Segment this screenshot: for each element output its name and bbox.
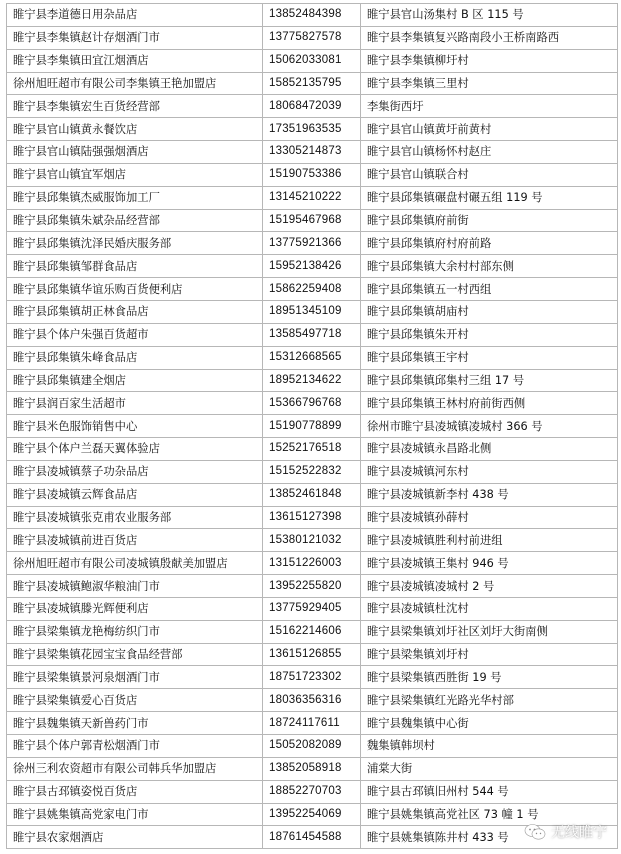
table-row [7,209,618,232]
address-cell: 睢宁县官山镇杨怀村赵庄 [361,141,618,164]
address-cell: 睢宁县凌城镇凌城村 2 号 [361,575,618,598]
phone-cell: 13615127398 [263,506,361,529]
table-row [7,735,618,758]
address-cell: 睢宁县梁集镇刘圩村 [361,643,618,666]
shop-name-cell: 睢宁县邱集镇华谊乐购百货便利店 [7,278,263,301]
table-row [7,369,618,392]
shop-name-cell: 睢宁县姚集镇高党家电门市 [7,803,263,826]
phone-cell: 18751723302 [263,666,361,689]
shop-name-cell: 睢宁县邱集镇建全烟店 [7,369,263,392]
phone-cell: 17351963535 [263,118,361,141]
shop-name-cell: 睢宁县官山镇陆强强烟酒店 [7,141,263,164]
shop-name-cell: 睢宁县魏集镇天新兽药门市 [7,712,263,735]
address-cell: 徐州市睢宁县凌城镇凌城村 366 号 [361,415,618,438]
shop-name-cell: 睢宁县李道德日用杂品店 [7,4,263,27]
address-cell: 睢宁县邱集镇王林村府前街西侧 [361,392,618,415]
shop-name-cell: 睢宁县个体户兰磊天翼体验店 [7,438,263,461]
shop-name-cell: 睢宁县古邳镇姿悦百货店 [7,780,263,803]
phone-cell: 15312668565 [263,346,361,369]
shop-name-cell: 睢宁县凌城镇张克甫农业服务部 [7,506,263,529]
shop-name-cell: 睢宁县李集镇宏生百货经营部 [7,95,263,118]
phone-cell: 13852484398 [263,4,361,27]
shop-name-cell: 睢宁县官山镇黄永餐饮店 [7,118,263,141]
address-cell: 睢宁县官山镇黄圩前黄村 [361,118,618,141]
shop-name-cell: 睢宁县邱集镇沈泽民婚庆服务部 [7,232,263,255]
address-cell: 睢宁县梁集镇红光路光华村部 [361,689,618,712]
table-row [7,163,618,186]
phone-cell: 15252176518 [263,438,361,461]
shop-name-cell: 睢宁县凌城镇前进百货店 [7,529,263,552]
phone-cell: 15195467968 [263,209,361,232]
phone-cell: 15190778899 [263,415,361,438]
address-cell: 睢宁县凌城镇胜利村前进组 [361,529,618,552]
phone-cell: 18036356316 [263,689,361,712]
address-cell: 睢宁县梁集镇刘圩社区刘圩大街南侧 [361,620,618,643]
phone-cell: 18761454588 [263,826,361,849]
shop-name-cell: 睢宁县邱集镇朱峰食品店 [7,346,263,369]
shop-name-cell: 睢宁县梁集镇景河泉烟酒门市 [7,666,263,689]
phone-cell: 18068472039 [263,95,361,118]
shop-name-cell: 睢宁县邱集镇杰威服饰加工厂 [7,186,263,209]
phone-cell: 13952255820 [263,575,361,598]
table-row [7,575,618,598]
phone-cell: 15366796768 [263,392,361,415]
table-row [7,278,618,301]
phone-cell: 13775827578 [263,26,361,49]
table-row [7,26,618,49]
address-cell: 李集街西圩 [361,95,618,118]
watermark [524,822,607,842]
table-row [7,300,618,323]
phone-cell: 13585497718 [263,323,361,346]
phone-cell: 15852135795 [263,72,361,95]
table-row [7,4,618,27]
table-row [7,415,618,438]
phone-cell: 15062033081 [263,49,361,72]
phone-cell: 15152522832 [263,460,361,483]
shop-name-cell: 睢宁县邱集镇胡正林食品店 [7,300,263,323]
table-row [7,643,618,666]
table-row [7,780,618,803]
address-cell: 睢宁县凌城镇杜沈村 [361,597,618,620]
shop-name-cell: 睢宁县个体户朱强百货超市 [7,323,263,346]
shop-name-cell: 徐州旭旺超市有限公司李集镇王艳加盟店 [7,72,263,95]
phone-cell: 13145210222 [263,186,361,209]
address-cell: 睢宁县凌城镇河东村 [361,460,618,483]
table-row [7,392,618,415]
shop-name-cell: 睢宁县凌城镇滕光辉便利店 [7,597,263,620]
watermark-text: 无线睢宁 [551,825,607,841]
table-row [7,666,618,689]
phone-cell: 15862259408 [263,278,361,301]
shop-name-cell: 睢宁县李集镇田宜江烟酒店 [7,49,263,72]
shop-name-cell: 睢宁县凌城镇云辉食品店 [7,483,263,506]
table-row [7,346,618,369]
address-cell: 睢宁县官山汤集村 B 区 115 号 [361,4,618,27]
table-row [7,552,618,575]
table-row [7,72,618,95]
phone-cell: 13852461848 [263,483,361,506]
shop-name-cell: 徐州旭旺超市有限公司凌城镇殷献美加盟店 [7,552,263,575]
address-cell: 睢宁县李集镇复兴路南段小王桥南路西 [361,26,618,49]
table-row [7,689,618,712]
shop-name-cell: 睢宁县李集镇赵计存烟酒门市 [7,26,263,49]
address-cell: 睢宁县李集镇三里村 [361,72,618,95]
shop-name-cell: 睢宁县邱集镇邹群食品店 [7,255,263,278]
table-row [7,620,618,643]
address-cell: 睢宁县凌城镇新李村 438 号 [361,483,618,506]
address-cell: 睢宁县凌城镇孙薛村 [361,506,618,529]
shop-name-cell: 睢宁县个体户郭青松烟酒门市 [7,735,263,758]
address-cell: 魏集镇韩坝村 [361,735,618,758]
phone-cell: 13852058918 [263,757,361,780]
table-row [7,95,618,118]
shop-name-cell: 睢宁县梁集镇爱心百货店 [7,689,263,712]
phone-cell: 13615126855 [263,643,361,666]
address-cell: 睢宁县邱集镇府村府前路 [361,232,618,255]
shop-name-cell: 睢宁县农家烟酒店 [7,826,263,849]
table-row [7,438,618,461]
phone-cell: 13775929405 [263,597,361,620]
phone-cell: 15052082089 [263,735,361,758]
wechat-icon [524,823,546,841]
table-row [7,460,618,483]
address-cell: 睢宁县邱集镇朱开村 [361,323,618,346]
table-row [7,597,618,620]
phone-cell: 15952138426 [263,255,361,278]
table-row [7,186,618,209]
phone-cell: 15190753386 [263,163,361,186]
table-row [7,49,618,72]
phone-cell: 18724117611 [263,712,361,735]
phone-cell: 13952254069 [263,803,361,826]
address-cell: 睢宁县邱集镇邱集村三组 17 号 [361,369,618,392]
address-cell: 睢宁县古邳镇旧州村 544 号 [361,780,618,803]
table-row [7,529,618,552]
phone-cell: 15380121032 [263,529,361,552]
address-cell: 睢宁县梁集镇西胜街 19 号 [361,666,618,689]
address-cell: 睢宁县邱集镇大余村村部东侧 [361,255,618,278]
address-cell: 浦棠大街 [361,757,618,780]
shop-name-cell: 睢宁县邱集镇朱斌杂品经营部 [7,209,263,232]
address-cell: 睢宁县官山镇联合村 [361,163,618,186]
shop-directory-table [6,3,618,849]
shop-name-cell: 徐州三利农资超市有限公司韩兵华加盟店 [7,757,263,780]
shop-name-cell: 睢宁县官山镇宜军烟店 [7,163,263,186]
address-cell: 睢宁县邱集镇府前街 [361,209,618,232]
table-row [7,255,618,278]
table-row [7,118,618,141]
address-cell: 睢宁县邱集镇王宇村 [361,346,618,369]
table-row [7,712,618,735]
phone-cell: 18952134622 [263,369,361,392]
phone-cell: 15162214606 [263,620,361,643]
shop-name-cell: 睢宁县凌城镇鲍淑华粮油门市 [7,575,263,598]
shop-name-cell: 睢宁县米色服饰销售中心 [7,415,263,438]
table-row [7,232,618,255]
shop-name-cell: 睢宁县梁集镇花园宝宝食品经营部 [7,643,263,666]
address-cell: 睢宁县邱集镇胡庙村 [361,300,618,323]
table-body [7,4,618,849]
table-row [7,506,618,529]
table-row [7,323,618,346]
shop-name-cell: 睢宁县润百家生活超市 [7,392,263,415]
address-cell: 睢宁县邱集镇五一村西组 [361,278,618,301]
phone-cell: 18852270703 [263,780,361,803]
table-row [7,483,618,506]
phone-cell: 13305214873 [263,141,361,164]
address-cell: 睢宁县姚集镇高党社区 73 幢 1 号 [361,803,618,826]
address-cell: 睢宁县魏集镇中心街 [361,712,618,735]
phone-cell: 13775921366 [263,232,361,255]
phone-cell: 13151226003 [263,552,361,575]
phone-cell: 18951345109 [263,300,361,323]
address-cell: 睢宁县李集镇柳圩村 [361,49,618,72]
address-cell: 睢宁县凌城镇王集村 946 号 [361,552,618,575]
address-cell: 睢宁县凌城镇永昌路北侧 [361,438,618,461]
table-row [7,141,618,164]
shop-name-cell: 睢宁县凌城镇蔡子功杂品店 [7,460,263,483]
shop-name-cell: 睢宁县梁集镇龙艳梅纺织门市 [7,620,263,643]
table-row [7,757,618,780]
address-cell: 睢宁县邱集镇碾盘村碾五组 119 号 [361,186,618,209]
address-cell: 睢宁县姚集镇陈井村 433 号 [361,826,618,849]
